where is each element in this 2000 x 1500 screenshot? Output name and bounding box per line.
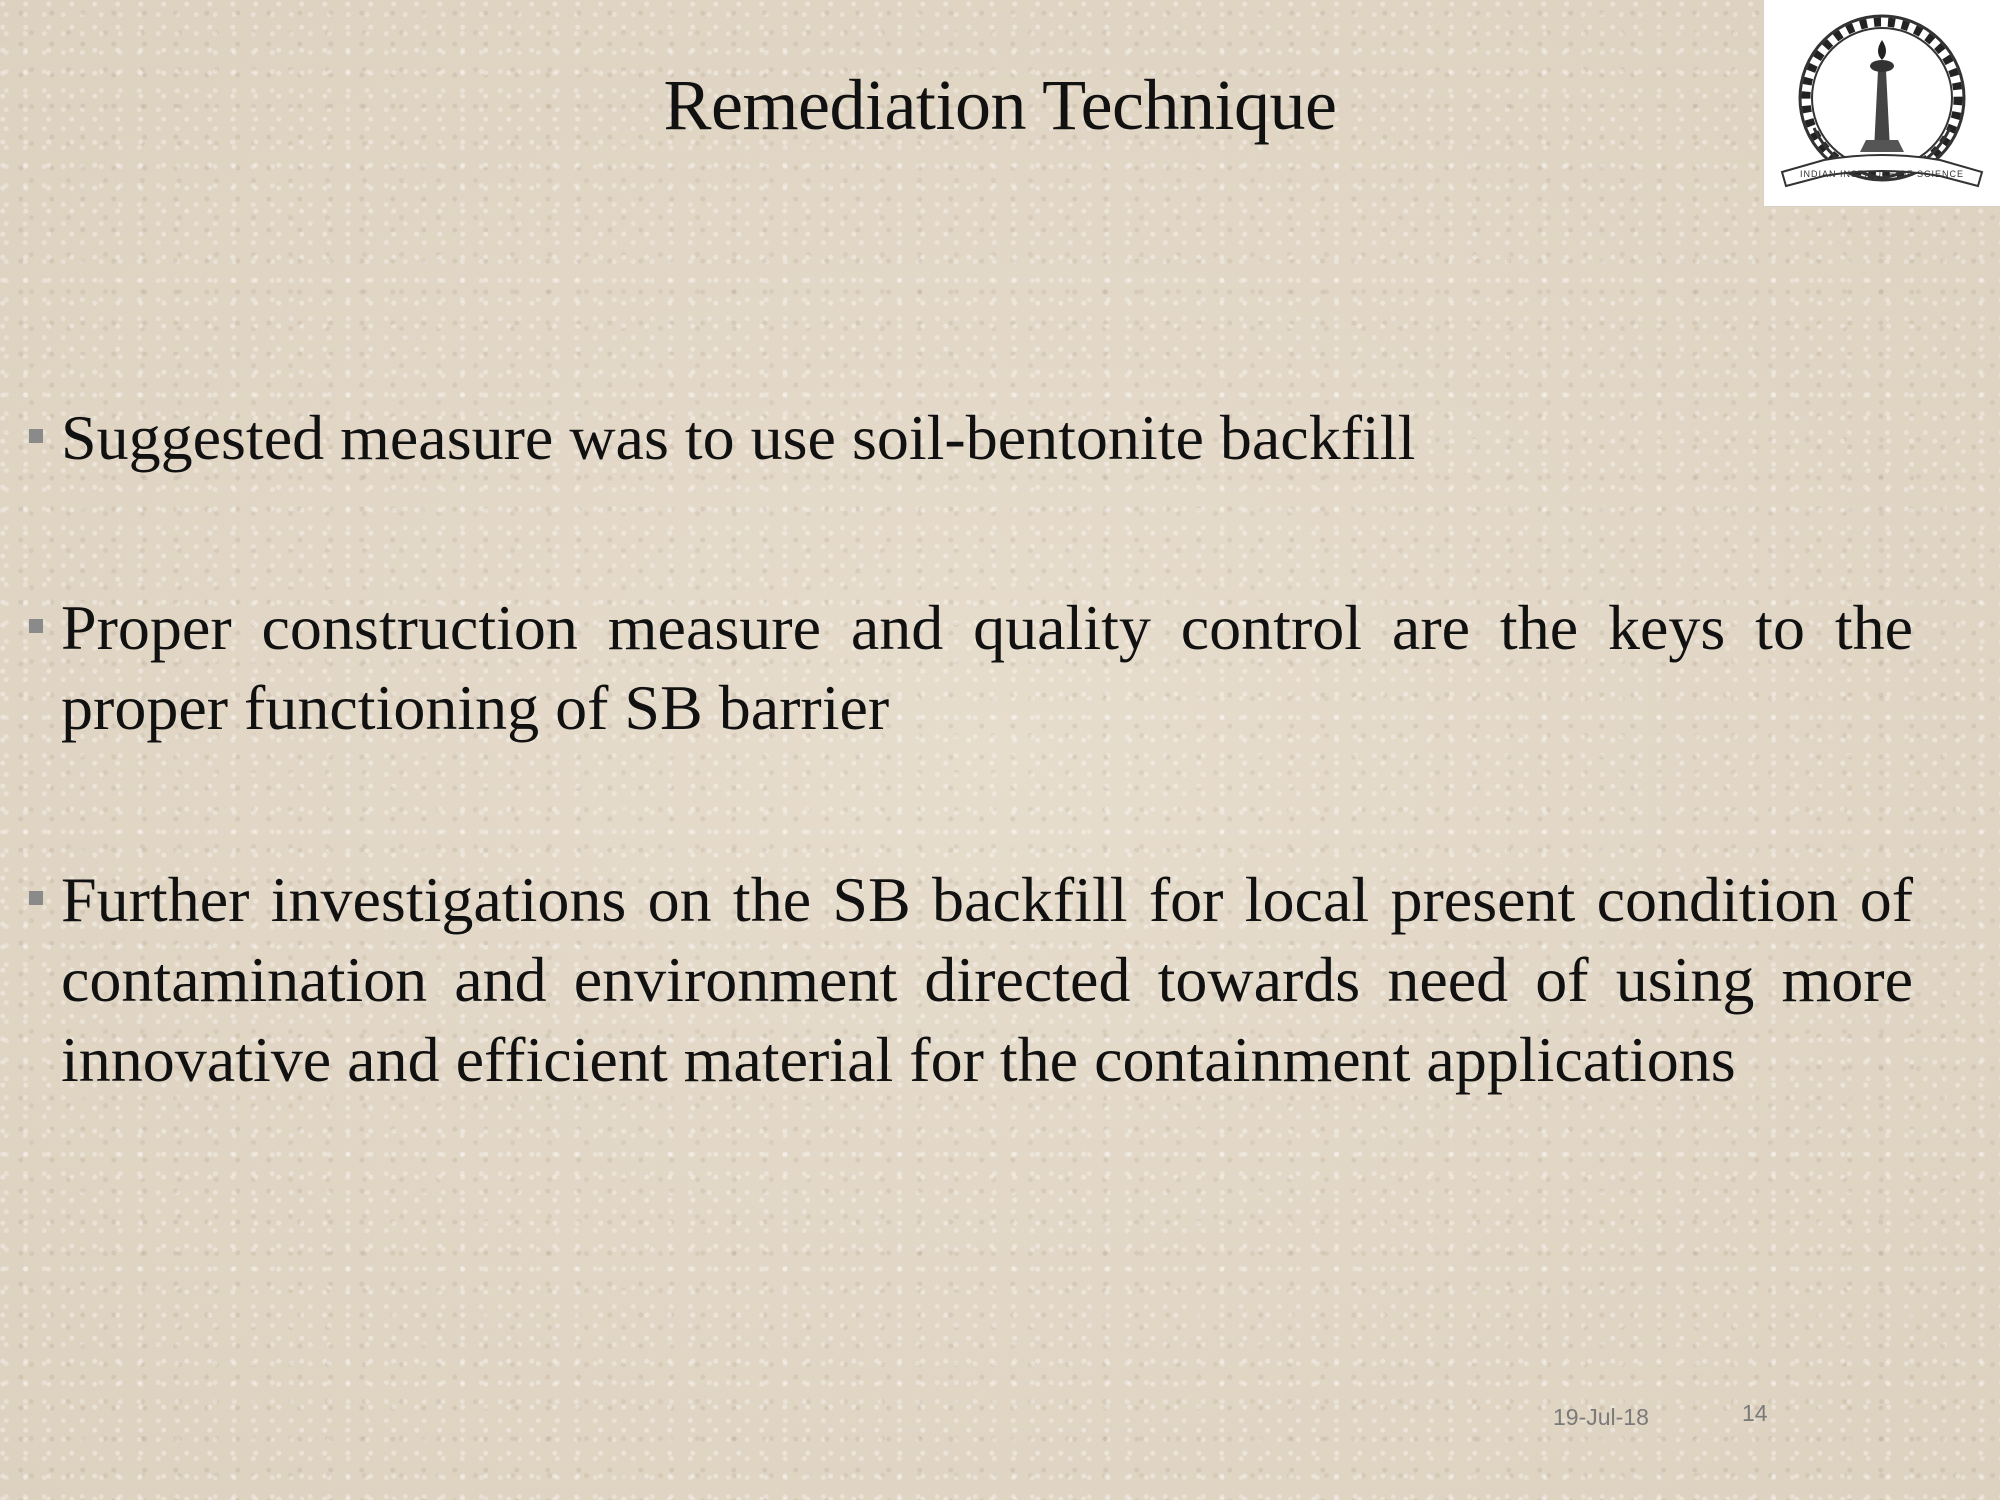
- footer-date: 19-Jul-18: [1553, 1404, 1649, 1430]
- bullet-text: Proper construction measure and quality control are the keys to the proper functioning of SB barrier: [61, 592, 1913, 743]
- square-bullet-icon: [29, 429, 43, 443]
- square-bullet-icon: [29, 891, 43, 905]
- logo-ribbon-text: INDIAN INSTITUTE OF SCIENCE: [1799, 169, 1965, 179]
- institute-seal-icon: [1764, 0, 2000, 206]
- institute-logo: [1763, 0, 2000, 207]
- list-item: [25, 588, 1913, 748]
- bullet-list: [25, 398, 1913, 1210]
- bullet-text: Further investigations on the SB backfill for local present condition of contamination and environment directed towards need of using more innovative and efficient material for the containment applications: [61, 864, 1913, 1095]
- list-item: [25, 398, 1913, 478]
- list-item: [25, 860, 1913, 1100]
- bullet-text: Suggested measure was to use soil-bentonite backfill: [61, 402, 1416, 473]
- slide-title: Remediation Technique: [663, 65, 1337, 145]
- page-number: 14: [1742, 1400, 1768, 1426]
- square-bullet-icon: [29, 619, 43, 633]
